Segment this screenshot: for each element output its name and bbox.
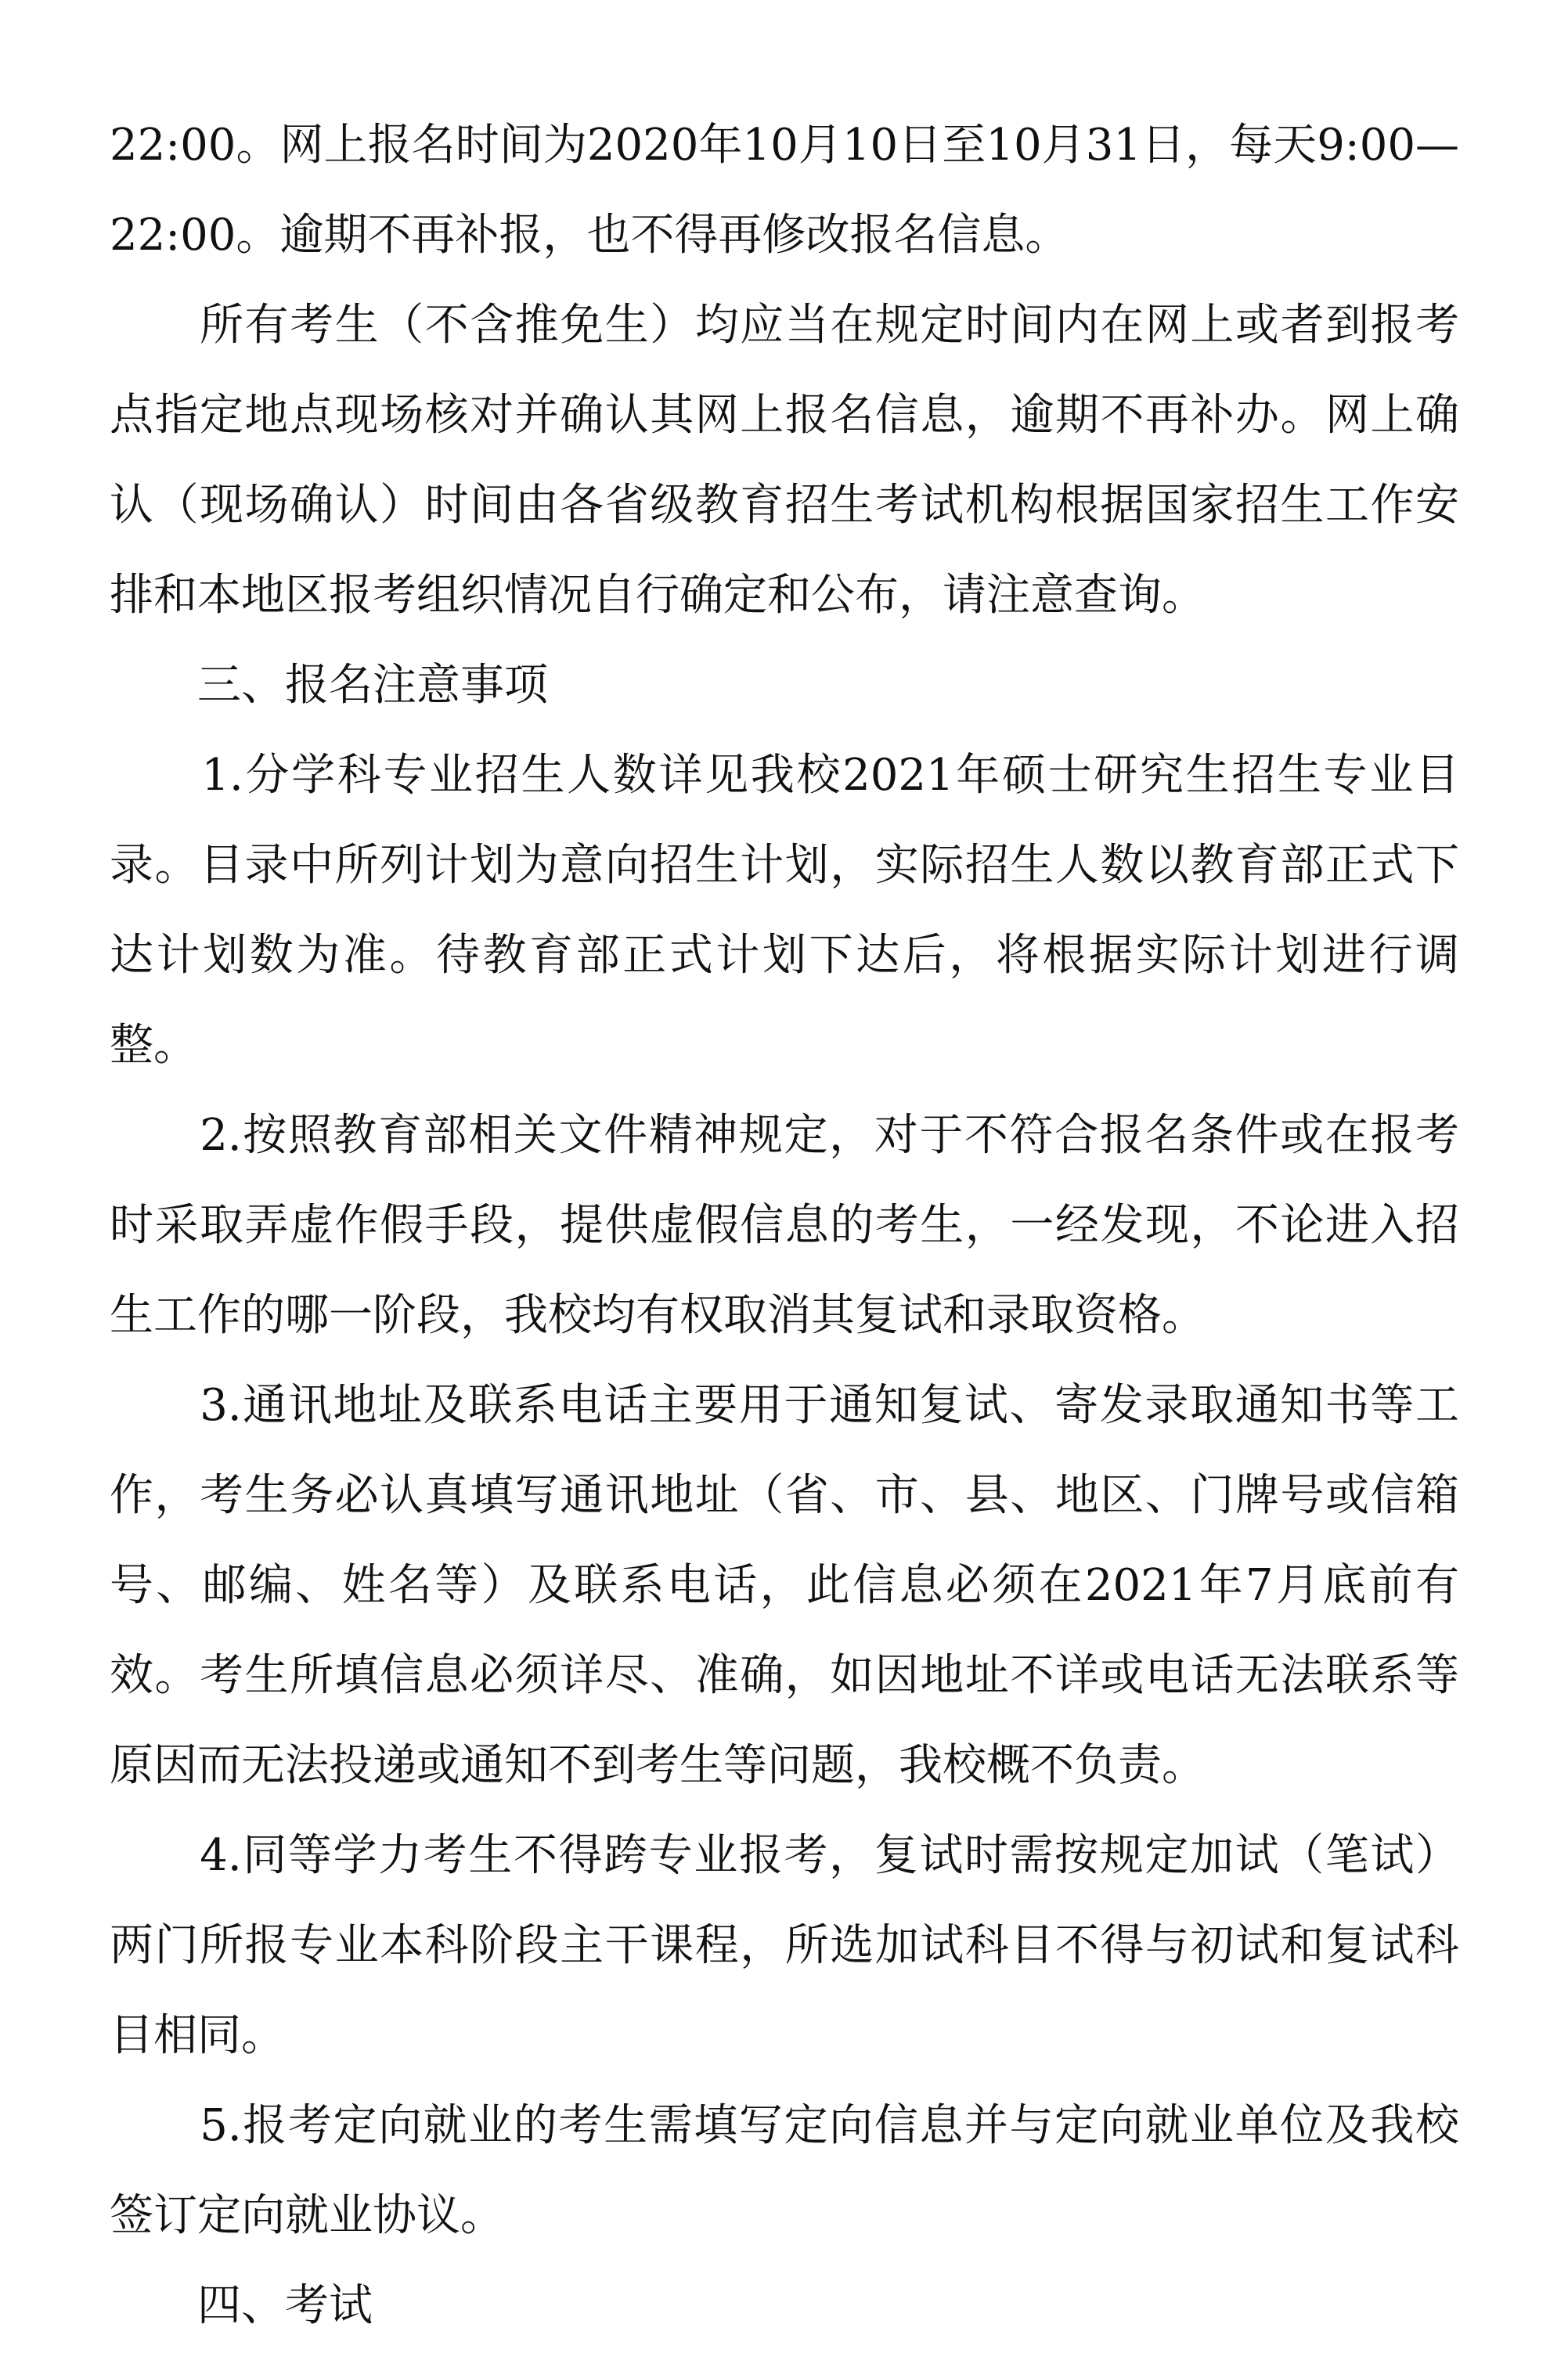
paragraph-item-2: 2.按照教育部相关文件精神规定，对于不符合报名条件或在报考时采取弄虚作假手段，提供虚假信息的考生，一经发现，不论进入招生工作的哪一阶段，我校均有权取消其复试和录取资格。 [110,1110,1459,1341]
paragraph-item-3: 3.通讯地址及联系电话主要用于通知复试、寄发录取通知书等工作，考生务必认真填写通讯地址（省、市、县、地区、门牌号或信箱号、邮编、姓名等）及联系电话，此信息必须在2021年7月底前有效。考生所填信息必须详尽、准确，如因地址不详或电话无法联系等原因而无法投递或通知不到考生等问题，我校概不负责。 [110,1380,1459,1791]
paragraph-item-5: 5.报考定向就业的考生需填写定向信息并与定向就业单位及我校签订定向就业协议。 [110,2100,1459,2241]
paragraph-confirmation: 所有考生（不含推免生）均应当在规定时间内在网上或者到报考点指定地点现场核对并确认其网上报名信息，逾期不再补办。网上确认（现场确认）时间由各省级教育招生考试机构根据国家招生工作安排和本地区报考组织情况自行确定和公布，请注意查询。 [110,300,1459,621]
paragraph-item-1: 1.分学科专业招生人数详见我校2021年硕士研究生招生专业目录。目录中所列计划为意向招生计划，实际招生人数以教育部正式下达计划数为准。待教育部正式计划下达后，将根据实际计划进行调整。 [110,750,1459,1071]
section-heading-exam: 四、考试 [110,2280,373,2331]
paragraph-registration-time: 22:00。网上报名时间为2020年10月10日至10月31日，每天9:00—22:00。逾期不再补报，也不得再修改报名信息。 [110,120,1459,261]
paragraph-item-4: 4.同等学力考生不得跨专业报考，复试时需按规定加试（笔试）两门所报专业本科阶段主干课程，所选加试科目不得与初试和复试科目相同。 [110,1830,1459,2061]
section-heading-registration-notes: 三、报名注意事项 [110,660,548,711]
document-body [110,100,1459,2351]
